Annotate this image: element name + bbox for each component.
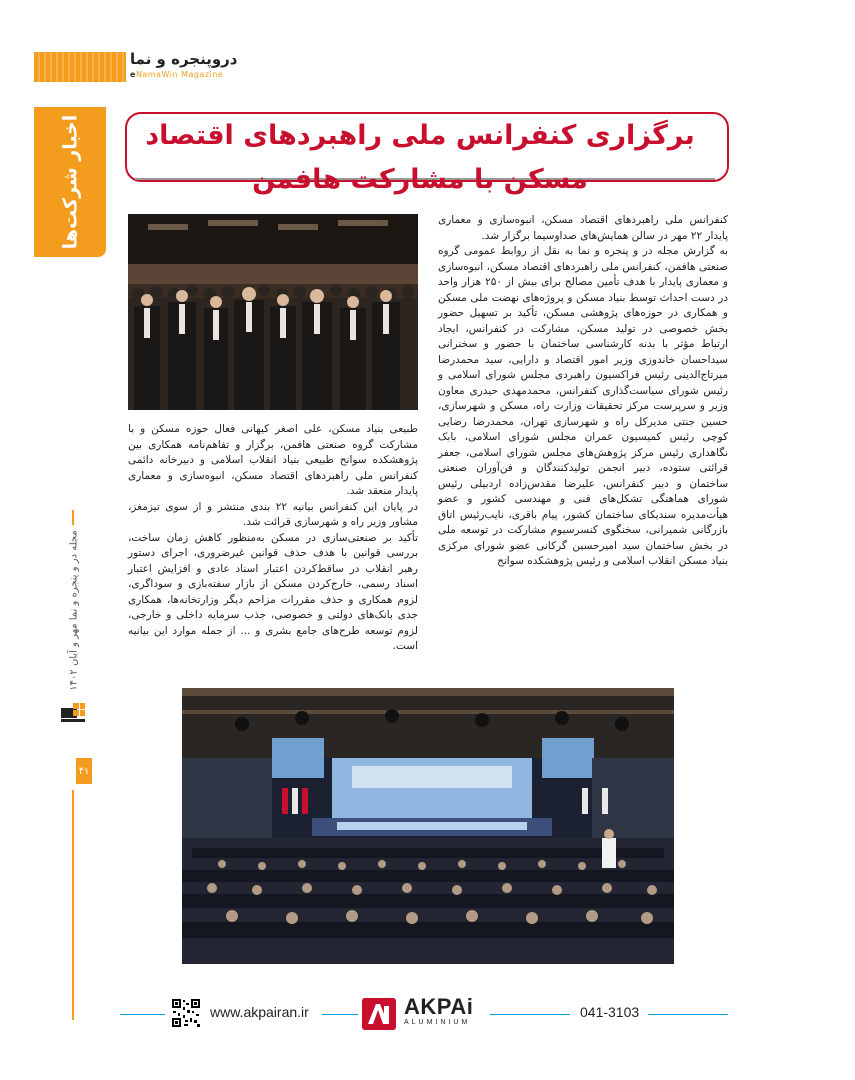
section-label: اخبار شرکت‌ها (59, 114, 81, 250)
paragraph: در پایان این کنفرانس بیانیه ۲۲ بندی منتشر و از سوی تیزمغز، مشاور وزیر راه و شهرسازی قرائت شد. (128, 500, 418, 528)
magazine-window-icon (60, 700, 86, 726)
footer-website-link[interactable]: www.akpairan.ir (210, 1004, 309, 1020)
conference-hall-photo (182, 688, 674, 964)
paragraph: تأکید بر صنعتی‌سازی در مسکن به‌منظور کاهش زمان ساخت، بررسی قوانین با هدف حذف قوانین غیرضروری، اجرای دستور رهبر انقلاب در ساقط‌کردن اعتبار اسناد عادی و افزایش اعتبار اسناد رسمی، خارج‌کردن مسکن از بازار سفته‌بازی و سوداگری، لزوم همکاری و حذف مقررات مزاحم دیگر وزارتخانه‌ها، همکاری جدی بانک‌های دولتی و خصوصی، جذب سرمایه داخلی و خارجی، لزوم توسعه طرح‌های جامع بشری و ... از جمله موارد این بیانیه است. (128, 531, 418, 652)
magazine-logo-subtitle: eNamaWin Magazine (130, 70, 224, 79)
article-column-left (128, 422, 418, 655)
footer-rule-left (120, 1014, 165, 1015)
paragraph: به گزارش مجله در و پنجره و نما به نقل از روابط عمومی گروه صنعتی هافمن، کنفرانس ملی راهبردهای اقتصاد مسکن، انبوه‌سازی و معماری پایدار با هدف تأمین مصالح برای بیش از ۲۵۰ هزار واحد در دست احداث توسط بنیاد مسکن و پروژه‌های نهضت ملی مسکن و همکاری در حوزه‌های پژوهشی مسکن، تأکید بر تسهیل حضور بخش خصوصی در تولید مسکن، مشارکت در کنفرانس، ایجاد ارتباط مؤثر با بدنه کارشناسی ساختمان با حضور و سخنرانی سیداحسان خاندوزی وزیر امور اقتصاد و دارایی، سید محمدرضا میرتاج‌الدینی رئیس فراکسیون راهبردی مجلس شورای اسلامی و رئیس شورای سیاست‌گذاری کنفرانس، محمدمهدی حیدری معاون وزیر و سرپرست مرکز تحقیقات وزارت راه، مسکن و شهرسازی، حسین جنتی مدیرکل راه و شهرسازی تهران، محمدرضا رضایی کوچی رئیس کمیسیون عمران مجلس شورای اسلامی، بابک نگاهداری رئیس مرکز پژوهش‌های مجلس شورای اسلامی، جعفر قرائتی ستوده، دبیر انجمن تولیدکنندگان و فن‌آوران صنعتی ساختمان و دبیر کنفرانس، علیرضا مقدس‌زاده اردبیلی رئیس شورای هماهنگی تشکل‌های فنی و مهندسی کشور و عضو هیأت‌مدیره سندیکای ساختمان کشور، پیام باقری، نایب‌رئیس اتاق بازرگانی شمیرانی، سخنگوی کنسرسیوم مشارکت در توسعه ملی در بخش ساختمان سید امیرحسین گرکانی عضو شورای مرکزی بنیاد مسکن انقلاب اسلامی و رئیس پژوهشکده سوانح (438, 245, 728, 567)
footer-rule-mid (322, 1014, 358, 1015)
magazine-logo: دروپنجره و نما (130, 50, 238, 68)
sidebar-issue-text: مجله در و پنجره و نما مهر و آبان ۱۴۰۲ (68, 529, 80, 691)
ceremony-photo (128, 214, 418, 410)
footer-rule-right-2 (648, 1014, 728, 1015)
section-tab-label-wrap (34, 107, 106, 257)
paragraph: کنفرانس ملی راهبردهای اقتصاد مسکن، انبوه‌سازی و معماری پایدار ۲۲ مهر در سالن همایش‌های صداوسیما برگزار شد. (438, 214, 728, 242)
footer-rule-right-1 (490, 1014, 570, 1015)
page-number: ۴۱ (76, 758, 92, 784)
article-column-right (438, 213, 728, 570)
footer-brand-name: AKPAi (404, 994, 474, 1019)
sidebar-issue-wrap (62, 525, 86, 695)
footer-brand-subtitle: ALUMINIUM (404, 1019, 471, 1026)
akpai-logo-icon (362, 998, 396, 1030)
qr-code-icon (171, 998, 201, 1028)
sidebar-rule-top (72, 510, 74, 525)
paragraph: طبیعی بنیاد مسکن، علی اصغر کیهانی فعال حوزه مسکن و با مشارکت گروه صنعتی هافمن، برگزار و تفاهم‌نامه همکاری بین پژوهشکده سوانح طبیعی بنیاد انقلاب اسلامی و دبیرخانه دائمی کنفرانس ملی راهبردهای اقتصاد مسکن، انبوه‌سازی و معماری پایدار منعقد شد. (128, 423, 418, 497)
article-title: برگزاری کنفرانس ملی راهبردهای اقتصاد مسکن با مشارکت هافمن (145, 120, 695, 195)
header-color-strip (34, 52, 126, 82)
footer-phone: 041-3103 (580, 1004, 640, 1020)
sidebar-rule-bottom (72, 790, 74, 1020)
